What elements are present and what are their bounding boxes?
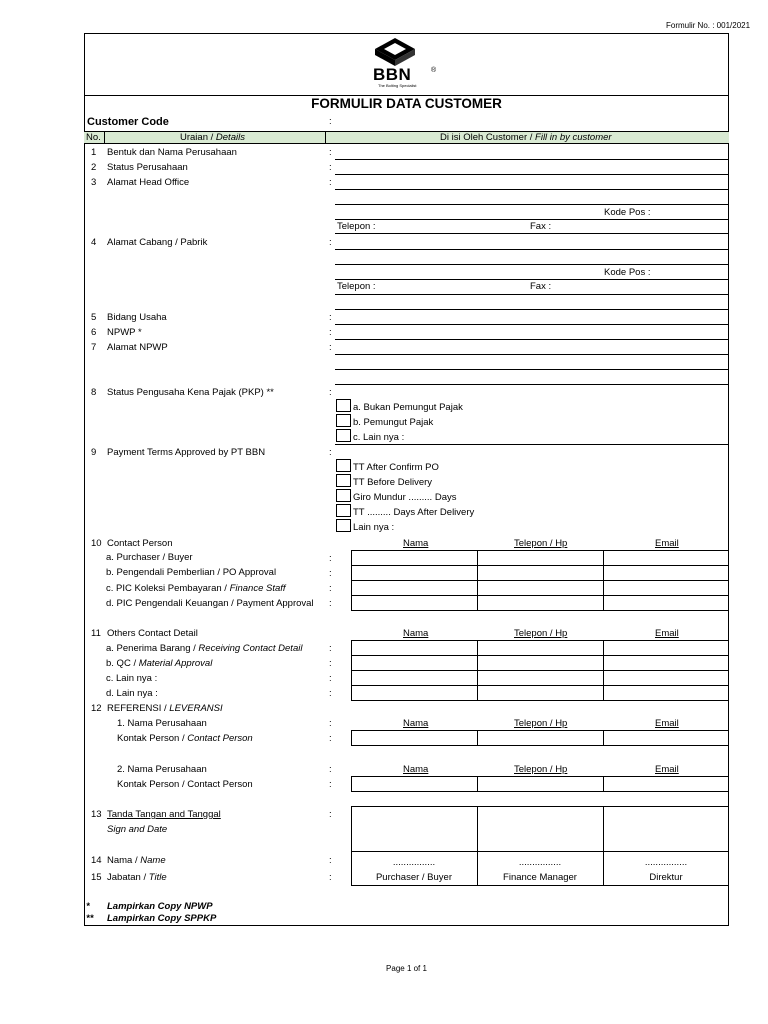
colon: : <box>329 718 332 729</box>
company-logo <box>364 37 448 93</box>
colon: : <box>329 688 332 699</box>
input-line[interactable] <box>335 233 728 234</box>
colon: : <box>329 598 332 609</box>
item-number: 14 <box>91 855 102 866</box>
signature-role-director: Direktur <box>649 872 683 883</box>
input-line[interactable] <box>335 249 728 250</box>
item-label-signature: Tanda Tangan and Tanggal <box>107 809 221 820</box>
payment-option-label: TT ......... Days After Delivery <box>353 507 475 518</box>
item-label-references: REFERENSI / LEVERANSI <box>107 703 223 714</box>
grid-line <box>477 776 478 792</box>
signature-role-finance: Finance Manager <box>503 872 577 883</box>
column-header-name: Nama <box>403 538 429 549</box>
item-number: 5 <box>91 312 97 323</box>
colon: : <box>329 764 332 775</box>
item-number: 7 <box>91 342 97 353</box>
reference-1-grid[interactable] <box>351 730 729 746</box>
logo-registered: ® <box>431 67 437 74</box>
grid-line <box>351 595 729 596</box>
reference-2-grid[interactable] <box>351 776 729 792</box>
input-line[interactable] <box>335 264 728 265</box>
item-label-contact-person: Contact Person <box>107 538 173 549</box>
colon: : <box>329 872 332 883</box>
colon: : <box>329 147 332 158</box>
grid-line <box>351 685 729 686</box>
checkbox-payment-1[interactable] <box>336 459 351 472</box>
postal-code-label: Kode Pos : <box>604 207 651 218</box>
item-number: 4 <box>91 237 97 248</box>
input-line[interactable] <box>335 324 728 325</box>
input-line[interactable] <box>335 279 728 280</box>
colon: : <box>329 673 332 684</box>
colon: : <box>329 855 332 866</box>
checkbox-payment-2[interactable] <box>336 474 351 487</box>
footnote-sppkp: Lampirkan Copy SPPKP <box>107 913 217 924</box>
item-label-pkp-status: Status Pengusaha Kena Pajak (PKP) ** <box>107 387 274 398</box>
footnote-npwp: Lampirkan Copy NPWP <box>107 901 213 912</box>
other-row-other-d: d. Lain nya : <box>106 688 158 699</box>
grid-line <box>603 730 604 746</box>
signature-name-finance: ................ <box>518 857 562 868</box>
item-label-npwp: NPWP * <box>107 327 142 338</box>
payment-option-label: TT Before Delivery <box>353 477 433 488</box>
input-line[interactable] <box>335 369 728 370</box>
column-header-phone: Telepon / Hp <box>514 538 568 549</box>
reference-1-contact: Kontak Person / Contact Person <box>117 733 253 744</box>
colon: : <box>329 779 332 790</box>
colon: : <box>329 177 332 188</box>
input-line[interactable] <box>335 354 728 355</box>
item-number: 2 <box>91 162 97 173</box>
colon: : <box>329 237 332 248</box>
checkbox-payment-5[interactable] <box>336 519 351 532</box>
payment-option-label: TT After Confirm PO <box>353 462 439 473</box>
form-title: FORMULIR DATA CUSTOMER <box>311 96 502 111</box>
footnote-mark: ** <box>86 913 94 924</box>
input-line[interactable] <box>335 174 728 175</box>
item-label-other-contacts: Others Contact Detail <box>107 628 198 639</box>
payment-option-label: Giro Mundur ......... Days <box>353 492 457 503</box>
item-label-payment-terms: Payment Terms Approved by PT BBN <box>107 447 266 458</box>
logo-text: BBN <box>373 65 412 84</box>
item-number: 6 <box>91 327 97 338</box>
item-number: 12 <box>91 703 102 714</box>
item-label-npwp-address: Alamat NPWP <box>107 342 168 353</box>
section-divider <box>335 444 728 445</box>
colon: : <box>329 643 332 654</box>
input-line[interactable] <box>335 294 728 295</box>
colon: : <box>329 583 332 594</box>
contact-row-payment-approval: d. PIC Pengendali Keuangan / Payment Approval <box>106 598 314 609</box>
item-sublabel-signature: Sign and Date <box>107 824 168 835</box>
column-header-phone: Telepon / Hp <box>514 628 568 639</box>
other-row-other-c: c. Lain nya : <box>106 673 158 684</box>
fax-label: Fax : <box>530 221 552 232</box>
header-description: Uraian / Details <box>180 132 245 143</box>
payment-option-label: Lain nya : <box>353 522 395 533</box>
colon: : <box>329 809 332 820</box>
item-label-head-office: Alamat Head Office <box>107 177 190 188</box>
customer-code-colon: : <box>329 116 332 127</box>
colon: : <box>329 553 332 564</box>
footnote-mark: * <box>86 901 90 912</box>
item-number: 10 <box>91 538 102 549</box>
input-line[interactable] <box>335 339 728 340</box>
item-label-branch-address: Alamat Cabang / Pabrik <box>107 237 208 248</box>
checkbox-payment-4[interactable] <box>336 504 351 517</box>
item-label-business-field: Bidang Usaha <box>107 312 167 323</box>
item-number: 3 <box>91 177 97 188</box>
colon: : <box>329 658 332 669</box>
item-number: 8 <box>91 387 97 398</box>
item-number: 1 <box>91 147 97 158</box>
grid-line <box>351 580 729 581</box>
item-label-company-status: Status Perusahaan <box>107 162 188 173</box>
header-divider <box>104 131 105 144</box>
grid-line <box>477 730 478 746</box>
column-header-email: Email <box>655 538 679 549</box>
item-number: 9 <box>91 447 97 458</box>
colon: : <box>329 342 332 353</box>
colon: : <box>329 327 332 338</box>
grid-line <box>603 776 604 792</box>
contact-row-po-approval: b. Pengendali Pemberlian / PO Approval <box>106 567 277 578</box>
grid-line <box>351 851 729 852</box>
column-header-email: Email <box>655 718 679 729</box>
column-header-name: Nama <box>403 628 429 639</box>
colon: : <box>329 733 332 744</box>
input-line[interactable] <box>335 189 728 190</box>
header-fill-in: Di isi Oleh Customer / Fill in by customer <box>440 132 612 143</box>
signature-role-purchaser: Purchaser / Buyer <box>375 872 453 883</box>
grid-line <box>351 565 729 566</box>
colon: : <box>329 387 332 398</box>
grid-line <box>351 655 729 656</box>
fax-label: Fax : <box>530 281 552 292</box>
other-row-qc: b. QC / Material Approval <box>106 658 213 669</box>
column-header-email: Email <box>655 764 679 775</box>
checkbox-pkp-b[interactable] <box>336 414 351 427</box>
pkp-option-label: a. Bukan Pemungut Pajak <box>353 402 463 413</box>
colon: : <box>329 447 332 458</box>
other-row-receiving: a. Penerima Barang / Receiving Contact Detail <box>106 643 303 654</box>
column-header-email: Email <box>655 628 679 639</box>
item-number: 13 <box>91 809 102 820</box>
input-line[interactable] <box>335 219 728 220</box>
checkbox-pkp-a[interactable] <box>336 399 351 412</box>
item-number: 15 <box>91 872 102 883</box>
page-number: Page 1 of 1 <box>386 964 427 973</box>
phone-label: Telepon : <box>337 281 376 292</box>
input-line[interactable] <box>335 309 728 310</box>
item-number: 11 <box>91 628 101 639</box>
grid-line <box>351 670 729 671</box>
item-label-name: Nama / Name <box>107 855 166 866</box>
form-number: Formulir No. : 001/2021 <box>666 21 751 30</box>
item-label-title: Jabatan / Title <box>107 872 167 883</box>
contact-row-finance-staff: c. PIC Koleksi Pembayaran / Finance Staff <box>106 583 286 594</box>
colon: : <box>329 312 332 323</box>
header-no: No. <box>86 132 101 143</box>
reference-2-contact: Kontak Person / Contact Person <box>117 779 253 790</box>
column-header-name: Nama <box>403 718 429 729</box>
colon: : <box>329 568 332 579</box>
contact-row-purchaser: a. Purchaser / Buyer <box>106 552 193 563</box>
checkbox-pkp-c[interactable] <box>336 429 351 442</box>
signature-name-director: ................ <box>644 857 688 868</box>
pkp-option-label: b. Pemungut Pajak <box>353 417 434 428</box>
signature-name-purchaser: ................ <box>392 857 436 868</box>
reference-1-company: 1. Nama Perusahaan <box>117 718 207 729</box>
column-header-phone: Telepon / Hp <box>514 764 568 775</box>
column-header-phone: Telepon / Hp <box>514 718 568 729</box>
column-header-name: Nama <box>403 764 429 775</box>
checkbox-payment-3[interactable] <box>336 489 351 502</box>
logo-tagline: The Bolting Specialist <box>378 83 417 88</box>
customer-code-label: Customer Code <box>87 116 169 128</box>
input-line[interactable] <box>335 384 728 385</box>
input-line[interactable] <box>335 159 728 160</box>
item-label-company-name: Bentuk dan Nama Perusahaan <box>107 147 237 158</box>
phone-label: Telepon : <box>337 221 376 232</box>
pkp-option-label: c. Lain nya : <box>353 432 405 443</box>
postal-code-label: Kode Pos : <box>604 267 651 278</box>
input-line[interactable] <box>335 204 728 205</box>
colon: : <box>329 162 332 173</box>
header-divider <box>325 131 326 144</box>
reference-2-company: 2. Nama Perusahaan <box>117 764 207 775</box>
